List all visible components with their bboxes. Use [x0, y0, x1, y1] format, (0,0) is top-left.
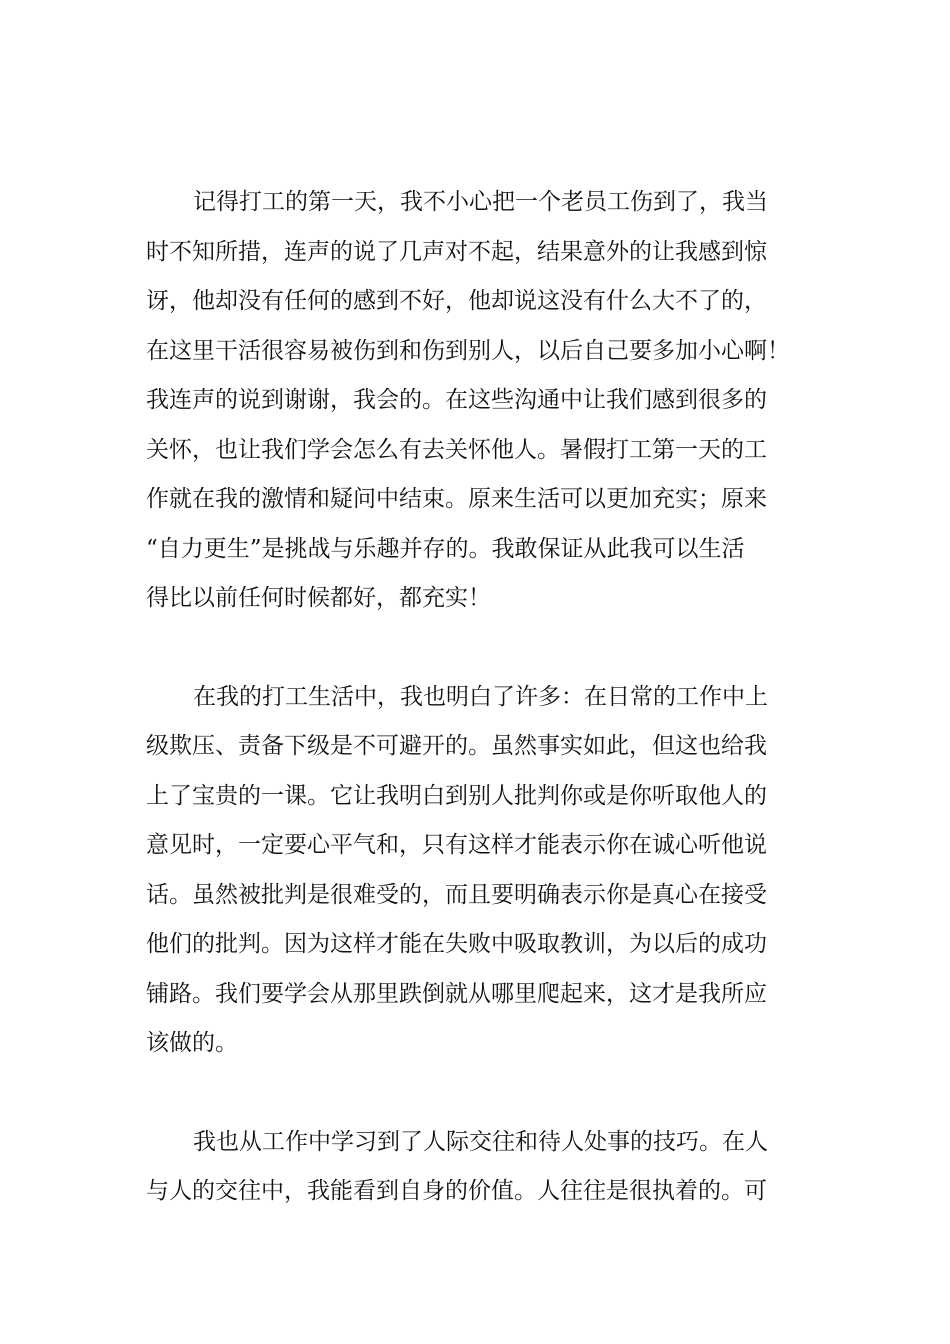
- text-line: 时不知所措，连声的说了几声对不起，结果意外的让我感到惊: [146, 238, 767, 265]
- text-line: 铺路。我们要学会从那里跌倒就从哪里爬起来，这才是我所应: [146, 980, 767, 1007]
- document-body: [146, 178, 808, 1217]
- text-line: “自力更生”是挑战与乐趣并存的。我敢保证从此我可以生活: [146, 535, 745, 562]
- paragraph-1: [146, 178, 808, 624]
- text-line: 上了宝贵的一课。它让我明白到别人批判你或是你听取他人的: [146, 782, 767, 809]
- text-line: 级欺压、责备下级是不可避开的。虽然事实如此，但这也给我: [146, 733, 767, 759]
- text-line: 在这里干活很容易被伤到和伤到别人，以后自己要多加小心啊！: [146, 337, 790, 364]
- text-line: 我也从工作中学习到了人际交往和待人处事的技巧。在人: [193, 1128, 768, 1155]
- text-line: 作就在我的激情和疑问中结束。原来生活可以更加充实；原来: [146, 486, 767, 512]
- text-line: 得比以前任何时候都好，都充实！: [146, 585, 491, 611]
- text-line: 该做的。: [146, 1030, 238, 1056]
- text-line: 关怀，也让我们学会怎么有去关怀他人。暑假打工第一天的工: [146, 436, 767, 463]
- text-line: 他们的批判。因为这样才能在失败中吸取教训，为以后的成功: [146, 931, 767, 957]
- paragraph-2: [146, 673, 808, 1069]
- paragraph-spacer: [146, 624, 808, 673]
- text-line: 意见时，一定要心平气和，只有这样才能表示你在诚心听他说: [146, 832, 767, 858]
- text-line: 我连声的说到谢谢，我会的。在这些沟通中让我们感到很多的: [146, 387, 767, 413]
- paragraph-spacer: [146, 1069, 808, 1118]
- text-line: 话。虽然被批判是很难受的，而且要明确表示你是真心在接受: [146, 881, 767, 908]
- text-line: 讶，他却没有任何的感到不好，他却说这没有什么大不了的，: [146, 288, 767, 314]
- text-line: 与人的交往中，我能看到自身的价值。人往往是很执着的。可: [146, 1178, 767, 1204]
- text-line: 在我的打工生活中，我也明白了许多：在日常的工作中上: [193, 683, 768, 710]
- text-line: 记得打工的第一天，我不小心把一个老员工伤到了，我当: [193, 189, 768, 215]
- paragraph-3: [146, 1118, 808, 1217]
